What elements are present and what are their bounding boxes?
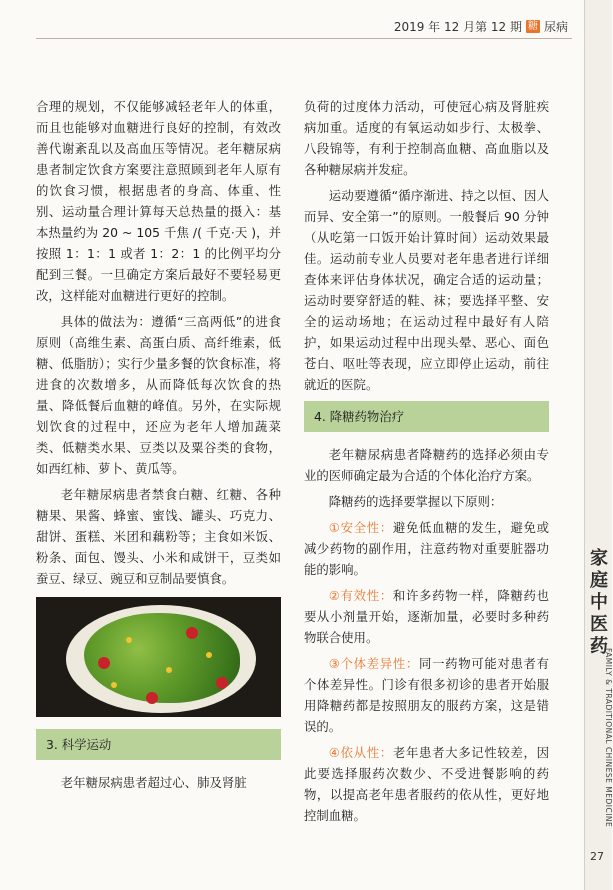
header-rule [36, 38, 572, 39]
page-header [394, 18, 568, 35]
principle-text: 同一药物可能对患者有个体差异性。门诊有很多初诊的患者开始服用降糖药都是按照朋友的服药方案，这是错误的。 [304, 656, 550, 734]
column-name: 尿病 [543, 20, 568, 34]
corn-shape [206, 652, 212, 658]
principle-label: 个体差异性： [340, 656, 420, 671]
corn-shape [166, 667, 172, 673]
principle-number: ④ [328, 745, 341, 760]
page-number: 27 [590, 850, 604, 863]
principle-item [304, 653, 549, 737]
principle-label: 安全性： [340, 520, 393, 535]
principle-item [304, 742, 549, 826]
english-title-line: CHINESE MEDICINE [604, 746, 613, 828]
corn-shape [126, 637, 132, 643]
issue-text: 2019 年 12 月第 12 期 [393, 20, 522, 34]
principle-item [304, 517, 549, 580]
paragraph: 合理的规划，不仅能够减轻老年人的体重，而且也能够对血糖进行良好的控制，有效改善代谢紊乱以及高血压等情况。老年糖尿病患者制定饮食方案要注意照顾到老年人原有的饮食习惯，根据患者的身高、体重、性别、运动量合理计算每天总热量的摄入：基本热量约为 20 ~ 105 千焦 /( 千克·天 )，并按照 1：1：1 或者 1：2：1 的比例平均分配到三餐。一旦确定方案后最好不要轻易更改，这样能对血糖进行更好的控制。 [36, 99, 281, 303]
tomato-shape [216, 677, 228, 689]
paragraph: 降糖药的选择要掌握以下原则： [328, 494, 503, 509]
left-column [36, 96, 281, 798]
paragraph: 老年糖尿病患者降糖药的选择必须由专业的医师确定最为合适的个体化治疗方案。 [304, 447, 549, 483]
paragraph: 老年糖尿病患者超过心、肺及肾脏 [60, 775, 247, 790]
paragraph: 负荷的过度体力活动，可使冠心病及肾脏疾病加重。适度的有氧运动如步行、太极拳、八段锦等，有利于控制高血糖、高血脂以及各种糖尿病并发症。 [304, 99, 549, 177]
corn-shape [111, 682, 117, 688]
section-3-heading: 3. 科学运动 [36, 729, 281, 760]
paragraph: 老年糖尿病患者禁食白糖、红糖、各种糖果、果酱、蜂蜜、蜜饯、罐头、巧克力、甜饼、蛋糕、米团和藕粉等；主食如米饭、粉条、面包、馒头、小米和咸饼干，豆类如蚕豆、绿豆、豌豆和豆制品要慎食。 [36, 487, 281, 586]
magazine-english-title [604, 648, 612, 827]
paragraph: 运动要遵循“循序渐进、持之以恒、因人而异、安全第一”的原则。一般餐后 90 分钟（从吃第一口饭开始计算时间）运动效果最佳。运动前专业人员要对老年患者进行详细查体来评估身体状况，确定合适的运动量；运动时要穿舒适的鞋、袜；要选择平整、安全的运动场地；在运动过程中最好有人陪护，如果运动过程中出现头晕、恶心、面色苍白、呕吐等表现，应立即停止运动，前往就近的医院。 [304, 188, 549, 392]
principle-label: 有效性： [340, 588, 393, 603]
tomato-shape [146, 692, 158, 704]
principle-number: ① [328, 520, 341, 535]
paragraph: 具体的做法为：遵循“三高两低”的进食原则（高维生素、高蛋白质、高纤维素，低糖、低脂肪）；实行少量多餐的饮食标准，将进食的次数增多，从而降低每次饮食的热量、降低餐后血糖的峰值。另外，在实际规划饮食的过程中，还应为老年人增加蔬菜类、低糖类水果、豆类以及粟谷类的食物，如西红柿、萝卜、黄瓜等。 [36, 314, 281, 476]
principle-text: 和许多药物一样，降糖药也要从小剂量开始，逐渐加量，必要时多种药物联合使用。 [304, 588, 550, 645]
principle-number: ② [328, 588, 341, 603]
principle-text: 老年患者大多记性较差，因此要选择服药次数少、不受进餐影响的药物，以提高老年患者服药的依从性，更好地控制血糖。 [304, 745, 550, 823]
tomato-shape [98, 657, 110, 669]
magazine-title: 家庭中医药 [590, 548, 608, 657]
principle-item [304, 585, 549, 648]
salad-photo [36, 597, 281, 717]
section-4-heading: 4. 降糖药物治疗 [304, 401, 549, 432]
principle-label: 依从性： [340, 745, 393, 760]
principle-text: 避免低血糖的发生，避免或减少药物的副作用，注意药物对重要脏器功能的影响。 [304, 520, 550, 577]
english-title-line: FAMILY & TRADITIONAL [604, 648, 613, 745]
tomato-shape [186, 627, 198, 639]
principle-number: ③ [328, 656, 341, 671]
column-mark: 糖 [527, 21, 538, 32]
right-column [304, 96, 549, 831]
